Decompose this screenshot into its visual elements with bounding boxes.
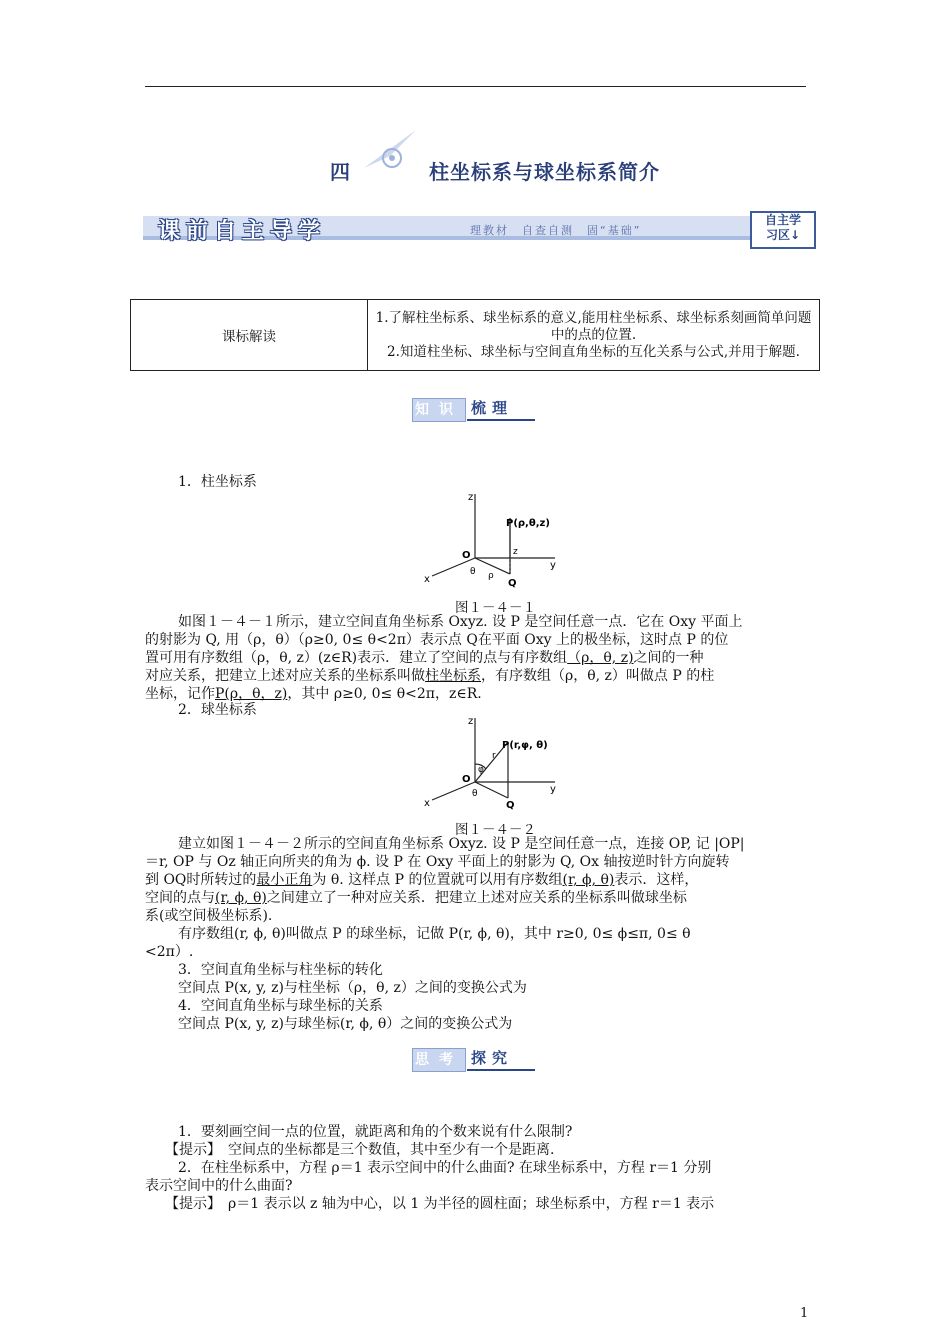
paragraph-line: 置可用有序数组（ρ，θ, z）(z∈R)表示．建立了空间的点与有序数组（ρ，θ, z)之间的一种 — [145, 650, 704, 666]
fig1-x-axis-label: x — [424, 574, 430, 585]
paragraph-line: 如图１－４－１所示，建立空间直角坐标系 Oxyz. 设 P 是空间任意一点．它在 Oxy 平面上 — [178, 614, 743, 630]
fig2-phi-label: φ — [478, 765, 484, 775]
paragraph-line: 空间点 P(x, y, z)与球坐标(r, ϕ, θ）之间的变换公式为 — [178, 1016, 513, 1032]
answer-2: 【提示】 ρ＝1 表示以 z 轴为中心，以 1 为半径的圆柱面；球坐标系中，方程 r＝1 表示 — [165, 1196, 715, 1212]
figure-cylindrical — [420, 488, 570, 588]
paragraph-line: 空间的点与(r, ϕ, θ)之间建立了一种对应关系．把建立上述对应关系的坐标系叫做球坐标 — [145, 890, 687, 906]
paragraph-line: 有序数组(r, ϕ, θ)叫做点 P 的球坐标，记做 P(r, ϕ, θ)，其中 r≥0, 0≤ ϕ≤π, 0≤ θ — [178, 926, 691, 942]
paragraph-line: 建立如图１－４－２所示的空间直角坐标系 Oxyz. 设 P 是空间任意一点，连接 OP, 记 |OP| — [178, 836, 745, 852]
heading-cyl-conversion: 3．空间直角坐标与柱坐标的转化 — [178, 962, 383, 978]
section-number: 四 — [330, 160, 351, 184]
paragraph-line: 到 OQ时所转过的最小正角为 θ. 这样点 P 的位置就可以用有序数组(r, ϕ, θ)表示．这样， — [145, 872, 699, 888]
paragraph-line: 坐标，记作P(ρ，θ，z)，其中 ρ≥0, 0≤ θ<2π，z∈R. — [145, 686, 482, 702]
question-2-cont: 表示空间中的什么曲面? — [145, 1178, 293, 1194]
section-title: 柱坐标系与球坐标系简介 — [428, 160, 660, 184]
fig1-rho-label: ρ — [488, 571, 494, 581]
question-1: 1．要刻画空间一点的位置，就距离和角的个数来说有什么限制? — [178, 1124, 573, 1140]
section-head-knowledge: 知识 梳理 — [412, 398, 552, 422]
paragraph-line: 空间点 P(x, y, z)与柱坐标（ρ，θ, z）之间的变换公式为 — [178, 980, 527, 996]
paragraph-line: 系(或空间极坐标系). — [145, 908, 273, 924]
fig1-theta-label: θ — [470, 567, 476, 577]
heading-cylindrical: 1．柱坐标系 — [178, 474, 257, 490]
standards-label: 课标解读 — [131, 300, 368, 371]
paragraph-line: 的射影为 Q, 用（ρ，θ）（ρ≥0, 0≤ θ<2π）表示点 Q在平面 Oxy 上的极坐标，这时点 P 的位 — [145, 632, 729, 648]
page-number: 1 — [800, 1306, 809, 1321]
fig2-origin-label: O — [462, 774, 471, 785]
question-2: 2．在柱坐标系中，方程 ρ＝1 表示空间中的什么曲面? 在球坐标系中，方程 r＝1 分别 — [178, 1160, 712, 1176]
fig1-origin-label: O — [462, 550, 471, 561]
fig2-r-label: r — [492, 751, 496, 761]
title-emblem-icon — [360, 126, 420, 174]
fig1-z-axis-label: z — [468, 492, 474, 503]
heading-sph-conversion: 4．空间直角坐标与球坐标的关系 — [178, 998, 383, 1014]
answer-1: 【提示】 空间点的坐标都是三个数值，其中至少有一个是距离. — [165, 1142, 555, 1158]
heading-spherical: 2．球坐标系 — [178, 702, 257, 718]
header-rule — [145, 86, 806, 87]
fig1-y-axis-label: y — [550, 560, 556, 571]
figure-spherical — [420, 712, 570, 812]
fig2-x-axis-label: x — [424, 798, 430, 809]
banner-title: 课前自主导学 — [158, 219, 327, 244]
fig1-z-label: z — [513, 547, 518, 557]
fig2-y-axis-label: y — [550, 784, 556, 795]
standards-content: 1.了解柱坐标系、球坐标系的意义,能用柱坐标系、球坐标系刻画简单问题中的点的位置. 2.知道柱坐标、球坐标与空间直角坐标的互化关系与公式,并用于解题. — [368, 300, 820, 371]
fig1-caption: 图１－４－１ — [455, 600, 536, 616]
paragraph-line: 对应关系，把建立上述对应关系的坐标系叫做柱坐标系，有序数组（ρ，θ, z）叫做点 P 的柱 — [145, 668, 715, 684]
fig2-theta-label: θ — [472, 789, 478, 799]
fig1-point-label: P(ρ,θ,z) — [506, 518, 550, 529]
fig1-q-label: Q — [508, 578, 517, 588]
banner-tagline: 理教材 自查自测 固“基础” — [470, 224, 642, 237]
paragraph-line: ＝r, OP 与 Oz 轴正向所夹的角为 ϕ. 设 P 在 Oxy 平面上的射影为 Q, Ox 轴按逆时针方向旋转 — [145, 854, 730, 870]
standards-table — [130, 299, 820, 371]
fig2-z-axis-label: z — [468, 716, 474, 727]
fig2-point-label: P(r,φ, θ) — [502, 740, 548, 751]
paragraph-line: <2π）. — [145, 944, 194, 960]
fig2-q-label: Q — [506, 800, 515, 811]
section-head-explore: 思考 探究 — [412, 1048, 552, 1072]
fig2-caption: 图１－４－２ — [455, 822, 536, 838]
self-study-badge: 自主学 习区↓ — [750, 211, 816, 249]
